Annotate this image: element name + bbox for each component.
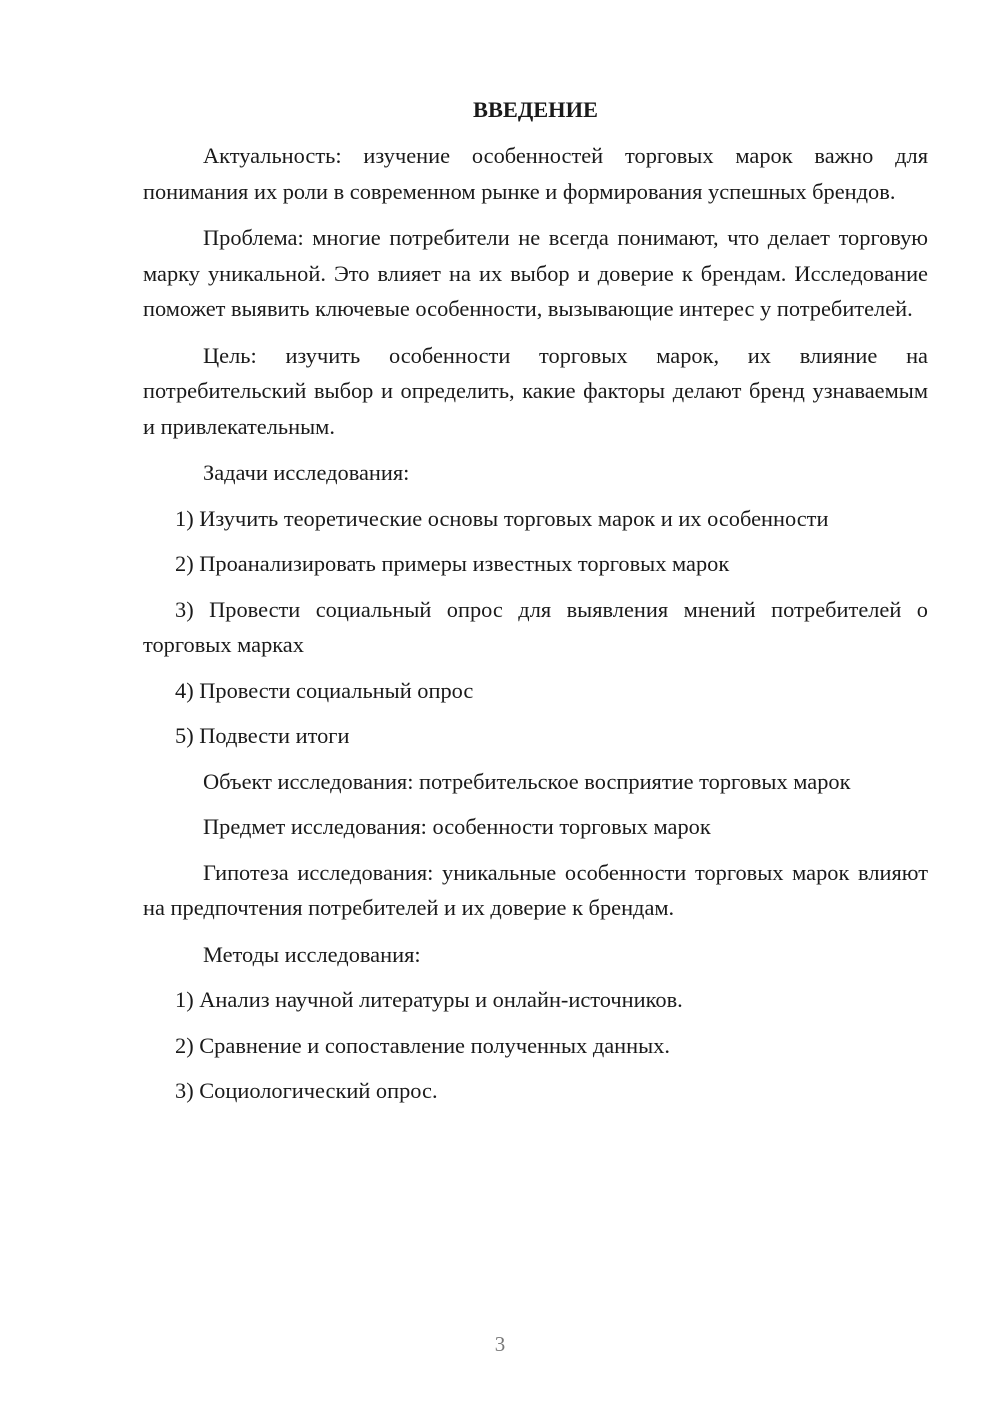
- methods-list: [143, 982, 928, 1109]
- problem-paragraph: Проблема: многие потребители не всегда понимают, что делает торговую марку уникальной. Это влияет на их выбор и доверие к брендам. Исследование поможет выявить ключевые особенности, вызывающие интерес у потребителей.: [143, 225, 928, 321]
- section-title: ВВЕДЕНИЕ: [473, 97, 598, 122]
- object-line: Объект исследования: потребительское восприятие торговых марок: [203, 768, 851, 794]
- goal-paragraph: Цель: изучить особенности торговых марок, их влияние на потребительский выбор и определить, какие факторы делают бренд узнаваемым и привлекательным.: [143, 342, 928, 439]
- task-item: 2) Проанализировать примеры известных торговых марок: [175, 551, 730, 576]
- methods-heading: Методы исследования:: [203, 941, 421, 967]
- task-item: 1) Изучить теоретические основы торговых марок и их особенности: [175, 505, 829, 531]
- hypothesis-paragraph: Гипотеза исследования: уникальные особенности торговых марок влияют на предпочтения потребителей и их доверие к брендам.: [143, 859, 928, 920]
- page-number: 3: [494, 1332, 506, 1356]
- method-item: 2) Сравнение и сопоставление полученных данных.: [175, 1032, 670, 1058]
- document-page: [143, 92, 928, 1119]
- method-item: 1) Анализ научной литературы и онлайн-источников.: [175, 987, 683, 1012]
- task-item: 4) Провести социальный опрос: [175, 677, 474, 703]
- method-item: 3) Социологический опрос.: [175, 1078, 438, 1103]
- task-item: 3) Провести социальный опрос для выявления мнений потребителей о торговых марках: [143, 596, 928, 657]
- task-item: 5) Подвести итоги: [175, 723, 350, 748]
- relevance-paragraph: Актуальность: изучение особенностей торговых марок важно для понимания их роли в современном рынке и формирования успешных брендов.: [143, 143, 928, 204]
- tasks-list: [143, 501, 928, 754]
- tasks-heading: Задачи исследования:: [203, 460, 410, 485]
- subject-line: Предмет исследования: особенности торговых марок: [203, 814, 711, 839]
